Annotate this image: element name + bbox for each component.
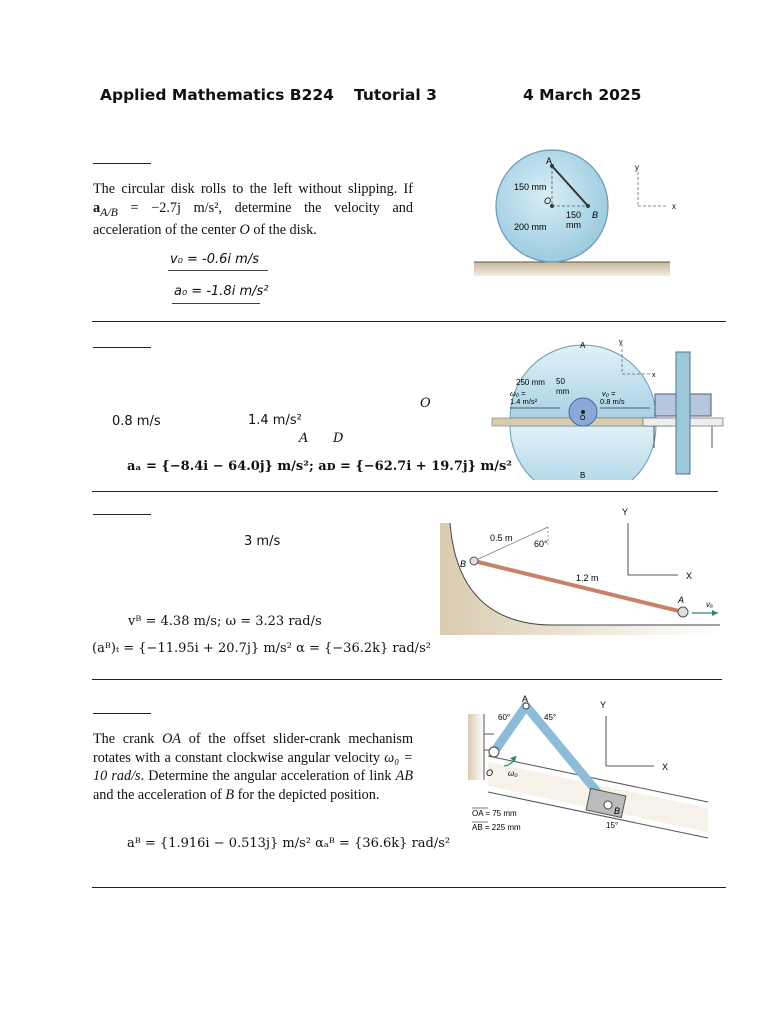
problem-3-number-line (93, 514, 151, 515)
fig3-label-a: A (678, 595, 685, 605)
fig4-ab: AB = 225 mm (472, 823, 521, 832)
problem-1-figure (470, 140, 710, 280)
fig3-axis-y: Y (622, 507, 629, 517)
fig4-axis-x: X (662, 762, 669, 772)
fig2-dim-50: 50 (556, 377, 565, 386)
divider-1 (92, 321, 726, 322)
problem-4-text-fragment: . Determine the angular acceleration of link (140, 768, 396, 784)
fig1-label-a: A (546, 156, 553, 166)
fig3-length: 1.2 m (576, 573, 599, 583)
course-title: Applied Mathematics B224 (100, 86, 334, 104)
problem-1-answer-acceleration: a₀ = -1.8i m/s² (174, 284, 269, 299)
fig1-dim-150-left: 150 mm (514, 182, 547, 192)
ground (474, 262, 670, 276)
problem-1-statement (93, 180, 413, 239)
fig3-label-b: B (460, 559, 467, 569)
fig1-axis-y: y (635, 163, 639, 172)
problem-2-number-line (93, 347, 151, 348)
problem-3-speed: 3 m/s (244, 534, 281, 549)
tutorial-date: 4 March 2025 (523, 86, 642, 104)
tutorial-number: Tutorial 3 (354, 86, 437, 104)
fig4-label-o: O (486, 768, 494, 778)
problem-4-figure (468, 692, 718, 842)
problem-2-figure (490, 338, 730, 480)
fig2-dim-250: 250 mm (516, 378, 545, 387)
pin-a (678, 607, 688, 617)
fig1-axis-x: x (672, 202, 676, 211)
problem-4-text-fragment: The crank (93, 731, 163, 747)
problem-4-statement (93, 730, 413, 804)
fig2-omega0: ω₀ = (510, 389, 526, 398)
problem-1-text-fragment: O (239, 221, 250, 238)
fig2-label-o: O (580, 415, 586, 422)
fig2-dim-mm: mm (556, 387, 570, 396)
fig3-radius: 0.5 m (490, 533, 513, 543)
problem-4-text-fragment: and the acceleration of (93, 786, 226, 803)
fig2-v0val: 0.8 m/s (600, 397, 625, 406)
problem-2-point-d: D (333, 431, 344, 446)
problem-4-number-line (93, 713, 151, 714)
problem-3-figure (440, 503, 730, 635)
fig1-dim-mm: mm (566, 220, 581, 230)
divider-4 (92, 887, 726, 888)
fig2-v0: v₀ = (602, 389, 616, 398)
fig4-label-a: A (522, 694, 529, 704)
side-view-wheel (676, 352, 690, 474)
problem-2-acceleration: 1.4 m/s² (248, 413, 302, 428)
problem-4-text-fragment: OA (162, 731, 181, 747)
fig3-axis-x: X (686, 571, 693, 581)
fig4-omega0: ω₀ (508, 769, 518, 778)
fig2-label-a: A (580, 341, 586, 350)
problem-1-text-fragment: of the disk. (249, 221, 317, 238)
problem-2-answer: aₐ = {−8.4i − 64.0j} m/s²; aᴅ = {−62.7i + 19.7j} m/s² (127, 459, 512, 474)
problem-4-text-fragment: for the depicted position. (234, 786, 380, 803)
problem-3-answer-acceleration: (aᴮ)ₜ = {−11.95i + 20.7j} m/s² α = {−36.2k} rad/s² (92, 641, 431, 656)
fig4-angle-15: 15° (606, 821, 619, 830)
fig4-label-b: B (614, 806, 621, 816)
support-wall (468, 714, 484, 780)
divider-3 (92, 679, 722, 680)
problem-3-answer-velocity: vᴮ = 4.38 m/s; ω = 3.23 rad/s (128, 614, 322, 629)
problem-4-text-fragment: ω₀ = 10 rad/s (93, 749, 413, 784)
problem-1-number-line (93, 163, 151, 164)
problem-4-text-fragment: B (225, 786, 235, 803)
pin-o (489, 747, 499, 757)
rod-ab (474, 561, 683, 612)
problem-2-speed: 0.8 m/s (112, 414, 161, 429)
problem-1-answer-acceleration-underline (172, 303, 260, 304)
divider-2 (92, 491, 718, 492)
fig3-angle: 60° (534, 539, 548, 549)
fig2-axis-y: y (619, 339, 623, 346)
fig2-label-b: B (580, 471, 586, 480)
fig2-axis-x: x (652, 372, 656, 379)
problem-2-point-a: A (299, 431, 309, 446)
problem-4-text-fragment: AB (395, 768, 413, 784)
pin-b (470, 557, 478, 565)
fig4-angle-45: 45° (544, 713, 557, 722)
fig3-va: vₐ (706, 600, 713, 609)
fig1-label-o: O (544, 196, 552, 206)
fig1-dim-200: 200 mm (514, 222, 547, 232)
problem-4-answer: aᴮ = {1.916i − 0.513j} m/s² αₐᴮ = {36.6k} rad/s² (127, 836, 451, 851)
fig2-a0: 1.4 m/s² (510, 397, 538, 406)
fig4-angle-60: 60° (498, 713, 511, 722)
problem-1-text-fragment: The circular disk rolls to the left without slipping. If (93, 181, 413, 197)
problem-1-answer-velocity-underline (168, 270, 268, 271)
fig1-dim-150-right: 150 (566, 210, 582, 220)
fig4-axis-y: Y (600, 700, 607, 710)
problem-1-text-fragment: a (93, 199, 101, 216)
problem-1-text-fragment: = −2.7j m/s², determine the velocity and acceleration of the center (93, 199, 413, 238)
pin-b (604, 801, 612, 809)
problem-1-answer-velocity: v₀ = -0.6i m/s (170, 252, 259, 267)
fig1-label-b: B (592, 210, 599, 220)
fig4-oa: OA = 75 mm (472, 809, 517, 818)
problem-1-text-fragment: A/B (100, 204, 118, 219)
problem-2-point-o: O (420, 396, 431, 411)
problem-4-text-fragment: of the offset slider-crank mechanism rotates with a constant clockwise angular velocity (93, 731, 413, 766)
